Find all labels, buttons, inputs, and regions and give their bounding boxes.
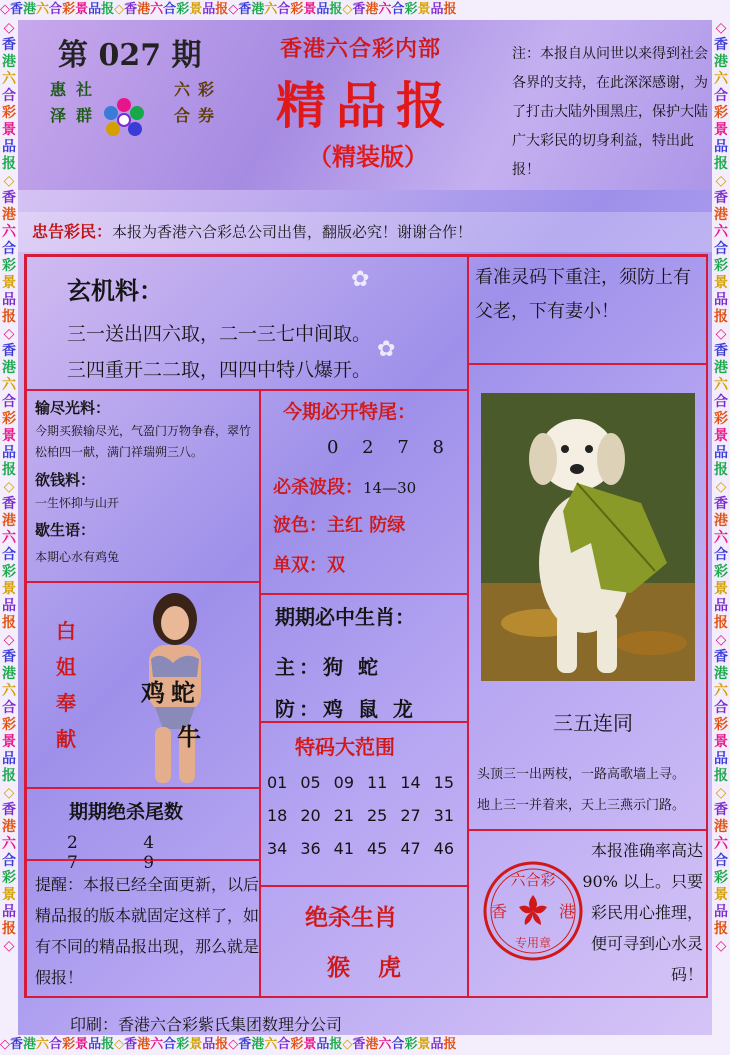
border-char: 品 [714,751,728,767]
border-char: 六 [150,2,164,17]
border-char: ◇ [342,1037,353,1052]
range-number: 01 [267,773,288,792]
odd-even-row [273,551,345,577]
range-number: 21 [333,806,355,825]
border-char: 合 [2,88,16,104]
wave-color-row [273,511,405,537]
border-char: 六 [2,224,16,240]
number-range-title: 特码大范围 [295,735,395,759]
border-char: 港 [137,1037,151,1052]
border-char: 港 [365,2,379,17]
official-seal [481,859,585,963]
border-strip-bottom [0,1035,730,1055]
masthead [18,20,712,190]
poem-line: 地上三一并着来，天上三燕示门路。 [477,798,686,813]
range-number: 11 [366,773,388,792]
border-char: 彩 [176,1037,190,1052]
border-char: 报 [215,2,229,17]
zodiac-section [260,594,468,722]
border-char: 港 [2,819,16,835]
border-strip-top [0,0,730,20]
range-number: 47 [400,839,421,858]
border-char: 品 [714,904,728,920]
border-char: 港 [714,819,728,835]
edition-subtitle: （精装版） [308,142,428,171]
border-char: 香 [2,37,16,53]
border-char: 香 [124,1037,138,1052]
border-char: 合 [2,547,16,563]
masthead-side-text-1: 惠泽 [49,80,66,125]
border-char: 香 [2,343,16,359]
border-char: 六 [714,683,728,699]
border-char: 香 [2,802,16,818]
accuracy-section [468,830,708,998]
kill-zodiac-values: 猴 虎 [327,954,412,981]
border-char: ◇ [3,479,15,495]
border-char: ◇ [3,20,15,36]
border-char: 报 [329,2,343,17]
range-number: 05 [300,773,321,792]
border-char: 香 [238,1037,252,1052]
organization-title: 香港六合彩内部 [280,36,442,62]
border-char: 港 [23,2,37,17]
zodiac-title: 期期必中生肖： [275,605,415,629]
border-char: 彩 [176,2,190,17]
border-char: 品 [2,139,16,155]
range-number: 34 [267,839,288,858]
zodiac-defense: 防：鸡 鼠 龙 [275,697,417,721]
border-char: 品 [316,2,330,17]
special-tail-section [260,390,468,594]
border-char: ◇ [3,326,15,342]
border-char: 报 [714,462,728,478]
border-char: 合 [49,1037,63,1052]
printer-credit: 印刷：香港六合彩紫氏集团数理分公司 [70,1015,343,1034]
reminder-section [26,860,260,998]
border-char: 报 [2,921,16,937]
border-char: 景 [714,734,728,750]
border-char: 彩 [714,717,728,733]
border-char: 品 [202,1037,216,1052]
border-char: 六 [714,836,728,852]
newspaper-title: 精品报 [276,76,456,135]
border-char: 彩 [2,717,16,733]
border-char: 景 [2,581,16,597]
range-number: 31 [433,806,455,825]
border-char: 合 [2,394,16,410]
border-char: 香 [10,2,24,17]
border-char: 香 [2,649,16,665]
border-char: 品 [2,904,16,920]
border-char: 彩 [62,2,76,17]
number-range-section [260,722,468,886]
border-char: 六 [2,377,16,393]
warning-text: 本报为香港六合彩总公司出售，翻版必究！谢谢合作！ [112,223,473,241]
border-char: 品 [2,751,16,767]
border-char: 香 [124,2,138,17]
border-char: 港 [714,54,728,70]
lottery-balls-logo-icon [100,95,148,143]
border-char: 合 [391,1037,405,1052]
bet-advice-section [468,256,708,364]
border-char: 报 [329,1037,343,1052]
border-char: 彩 [714,105,728,121]
dog-photo [481,393,695,681]
issue-number: 第 027 期 [58,38,202,73]
range-number: 27 [400,806,421,825]
kill-zodiac-section [260,886,468,998]
border-char: 香 [714,496,728,512]
odd-even-label: 单双： [273,555,327,576]
border-char: 品 [430,2,444,17]
range-number: 41 [333,839,355,858]
wave-color-value: 主红 防绿 [327,515,406,536]
border-char: 六 [714,377,728,393]
border-char: 品 [714,139,728,155]
border-char: 港 [714,207,728,223]
border-char: ◇ [342,2,353,17]
hint-text: 本期心水有鸡兔 [35,550,120,564]
border-char: 景 [2,122,16,138]
border-char: 合 [714,88,728,104]
border-char: 景 [714,581,728,597]
border-char: 报 [443,1037,457,1052]
border-char: 彩 [404,2,418,17]
border-char: 报 [714,768,728,784]
border-char: 港 [2,54,16,70]
border-char: 六 [2,71,16,87]
odd-even-value: 双 [327,555,345,576]
accuracy-text: 本报准确率高达 90% 以上。只要彩民用心推理，便可寻到心水灵码！ [582,841,703,984]
range-number: 14 [400,773,421,792]
hint-heading: 输尽光料： [35,399,111,417]
hint-text: 今期买猴输尽光，气盈门万物争春，翠竹松柏四一献，满门祥瑞朔三八。 [35,424,252,459]
border-char: ◇ [715,938,727,954]
border-char: 香 [352,2,366,17]
border-char: 报 [714,156,728,172]
hints-section [26,390,260,582]
border-char: 港 [2,360,16,376]
border-char: ◇ [114,2,125,17]
border-char: ◇ [0,2,10,17]
border-char: 品 [714,292,728,308]
border-char: 品 [316,1037,330,1052]
border-char: 六 [150,1037,164,1052]
kill-tail-section [26,788,260,873]
dog-riddle-section [468,364,708,830]
border-char: 六 [264,1037,278,1052]
border-char: 六 [264,2,278,17]
border-char: 景 [303,1037,317,1052]
border-char: ◇ [3,173,15,189]
border-char: 彩 [2,258,16,274]
border-char: 彩 [290,1037,304,1052]
content-grid [24,254,708,998]
border-char: 彩 [404,1037,418,1052]
range-number: 46 [433,839,455,858]
range-number: 25 [366,806,388,825]
border-char: 景 [714,275,728,291]
border-char: 合 [714,700,728,716]
border-char: 六 [714,71,728,87]
bet-advice-text: 看准灵码下重注，须防上有父老，下有妻小！ [475,267,691,322]
border-char: 景 [75,2,89,17]
baijie-vertical-title: 白姐奉献 [56,619,76,751]
border-char: 景 [2,734,16,750]
border-char: 合 [2,241,16,257]
border-char: 香 [352,1037,366,1052]
poem-line: 头顶三一出两枝，一路高歌墙上寻。 [477,767,686,782]
border-char: 六 [2,683,16,699]
range-number: 18 [267,806,288,825]
kill-tail-title: 期期绝杀尾数 [69,801,184,823]
border-char: 合 [163,2,177,17]
kill-tail-numbers: 2 4 7 9 [67,833,185,873]
border-char: 港 [2,207,16,223]
wave-color-label: 波色： [273,515,327,536]
border-char: 港 [23,1037,37,1052]
border-char: 报 [2,156,16,172]
riddle-line: 三四重开二二取，四四中特八爆开。 [67,359,372,381]
border-char: 六 [714,224,728,240]
border-char: 香 [238,2,252,17]
dog-riddle-title: 三五连同 [553,711,633,735]
flower-decoration-icon: ✿ [351,267,370,292]
border-char: 合 [49,2,63,17]
range-number: 45 [366,839,388,858]
kill-range-value: 14—30 [363,479,417,497]
border-char: 品 [714,445,728,461]
border-strip-right [712,20,730,1035]
masthead-side-text-3: 六合 [173,80,190,125]
kill-range-row [273,473,416,499]
border-char: 香 [2,496,16,512]
riddle-section [26,256,468,390]
border-char: 香 [714,37,728,53]
border-char: 彩 [714,258,728,274]
border-char: 景 [189,2,203,17]
kill-zodiac-title: 绝杀生肖 [305,904,397,931]
border-char: 报 [215,1037,229,1052]
seal-left-text: 香 [490,902,508,921]
baijie-zodiac-primary: 鸡蛇 [141,678,201,707]
border-char: ◇ [715,479,727,495]
border-char: 合 [2,700,16,716]
border-char: ◇ [715,785,727,801]
border-char: 彩 [62,1037,76,1052]
border-char: 六 [36,2,50,17]
border-char: ◇ [715,632,727,648]
number-range-grid [267,773,467,858]
border-char: 合 [714,241,728,257]
seal-right-text: 港 [558,902,576,921]
border-char: 六 [2,836,16,852]
border-char: 品 [202,2,216,17]
riddle-line: 三一送出四六取，二一三七中间取。 [67,323,372,345]
hint-text: 一生怀抑与山开 [35,496,120,510]
border-char: ◇ [3,785,15,801]
border-char: 景 [75,1037,89,1052]
border-char: 品 [2,292,16,308]
warning-banner [18,212,712,252]
range-number: 36 [300,839,321,858]
seal-top-text: 六合彩 [510,871,556,889]
masthead-side-text-4: 彩券 [197,80,214,125]
border-char: 港 [365,1037,379,1052]
border-char: ◇ [3,632,15,648]
hint-heading: 歇生语： [35,521,96,539]
border-char: 报 [714,921,728,937]
masthead-side-text-2: 社群 [75,80,92,125]
border-char: 景 [417,2,431,17]
border-char: ◇ [228,2,239,17]
zodiac-main: 主：狗 蛇 [275,655,382,679]
border-char: ◇ [0,1037,10,1052]
riddle-title: 玄机料： [67,276,163,305]
border-char: 香 [2,190,16,206]
border-char: 港 [714,360,728,376]
border-char: 彩 [714,870,728,886]
border-char: 品 [430,1037,444,1052]
range-number: 20 [300,806,321,825]
border-char: ◇ [715,20,727,36]
border-char: 景 [189,1037,203,1052]
border-char: 彩 [290,2,304,17]
baijie-section [26,582,260,788]
border-char: 彩 [714,564,728,580]
special-tail-numbers: 0 2 7 8 [327,437,453,458]
border-char: ◇ [228,1037,239,1052]
dog-riddle-poem [477,759,703,821]
border-char: 港 [714,666,728,682]
border-char: 合 [391,2,405,17]
border-char: 港 [251,1037,265,1052]
border-char: 品 [2,598,16,614]
border-char: 景 [714,122,728,138]
border-char: 彩 [2,411,16,427]
special-tail-title: 今期必开特尾： [283,401,417,423]
border-char: 港 [251,2,265,17]
border-char: 港 [2,666,16,682]
warning-label: 忠告彩民： [32,222,113,241]
border-char: 报 [2,768,16,784]
border-char: 合 [277,1037,291,1052]
border-char: 品 [2,445,16,461]
border-char: 报 [443,2,457,17]
border-char: 景 [303,2,317,17]
border-char: 港 [137,2,151,17]
border-char: 景 [417,1037,431,1052]
border-char: 合 [714,394,728,410]
border-char: ◇ [715,173,727,189]
border-char: ◇ [715,326,727,342]
border-char: 港 [2,513,16,529]
border-char: 合 [2,853,16,869]
border-char: 报 [714,309,728,325]
editor-note: 注：本报自从问世以来得到社会各界的支持，在此深深感谢，为了打击大陆外围黑庄，保护大陆广大彩民的切身利益，特出此报！ [512,46,708,178]
flower-decoration-icon: ✿ [377,337,396,362]
border-char: 报 [714,615,728,631]
border-char: 六 [378,2,392,17]
border-char: 合 [163,1037,177,1052]
border-char: 合 [277,2,291,17]
kill-range-label: 必杀波段： [273,477,363,498]
border-char: 景 [714,428,728,444]
border-strip-left [0,20,18,1035]
border-char: 报 [101,2,115,17]
border-char: 彩 [714,411,728,427]
baijie-zodiac-secondary: 牛 [177,722,201,751]
border-char: 品 [88,2,102,17]
border-char: 报 [2,309,16,325]
border-char: 彩 [2,870,16,886]
border-char: 报 [2,462,16,478]
border-char: 景 [714,887,728,903]
border-char: 报 [2,615,16,631]
border-char: 品 [714,598,728,614]
border-char: 港 [714,513,728,529]
border-char: 六 [714,530,728,546]
border-char: 景 [2,275,16,291]
border-char: 香 [10,1037,24,1052]
border-char: 香 [714,190,728,206]
border-char: 品 [88,1037,102,1052]
border-char: 香 [714,649,728,665]
border-char: 彩 [2,105,16,121]
border-char: 景 [2,887,16,903]
hint-heading: 欲钱料： [35,471,96,489]
border-char: 合 [714,547,728,563]
range-number: 09 [333,773,355,792]
border-char: 六 [378,1037,392,1052]
reminder-text: 提醒：本报已经全面更新，以后精品报的版本就固定这样了，如有不同的精品报出现，那么就是假报！ [35,875,260,987]
border-char: 香 [714,802,728,818]
seal-bottom-text: 专用章 [514,936,552,950]
border-char: ◇ [3,938,15,954]
border-char: 彩 [2,564,16,580]
border-char: 合 [714,853,728,869]
border-char: 六 [36,1037,50,1052]
border-char: ◇ [114,1037,125,1052]
border-char: 香 [714,343,728,359]
border-char: 报 [101,1037,115,1052]
border-char: 六 [2,530,16,546]
range-number: 15 [433,773,455,792]
border-char: 景 [2,428,16,444]
